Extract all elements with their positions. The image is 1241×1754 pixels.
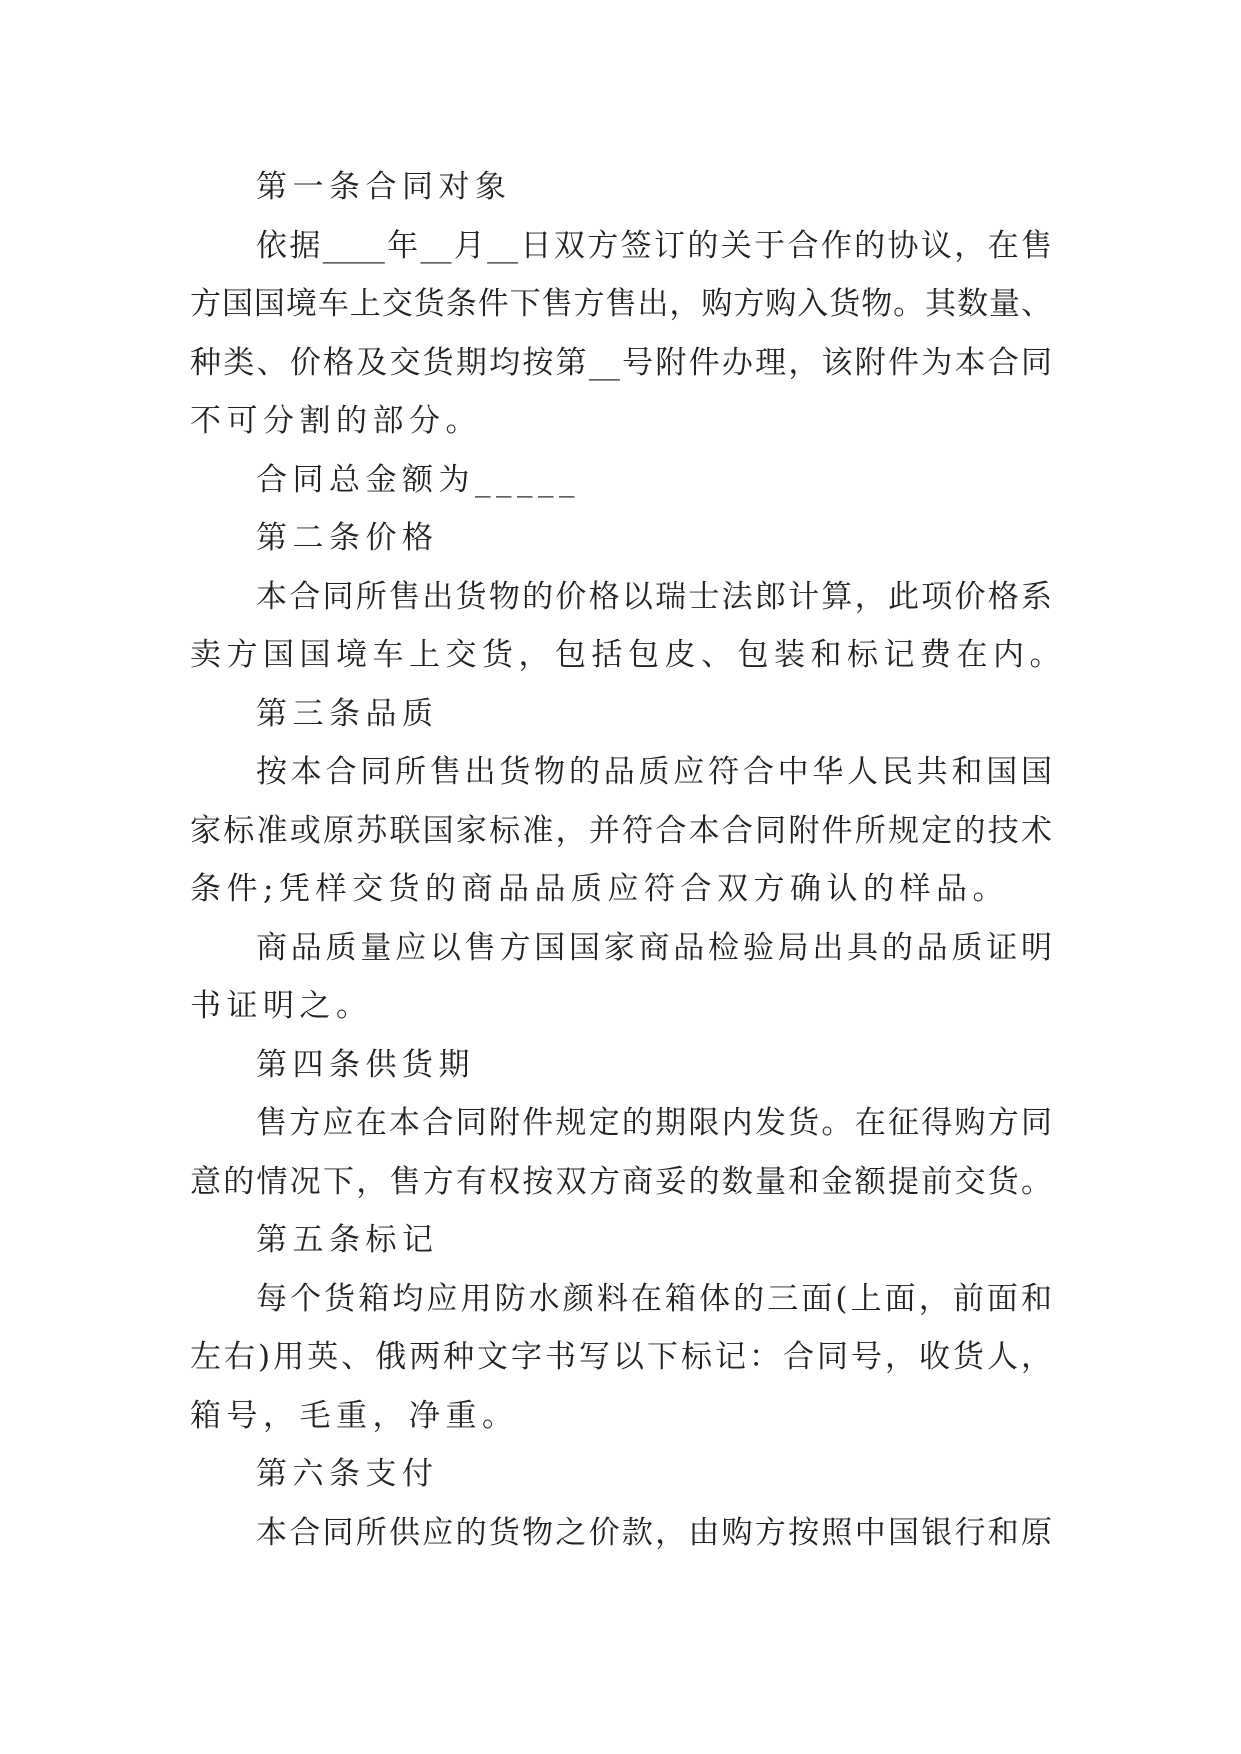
article-1-heading: 第一条合同对象 [256,169,512,205]
paragraph-line: 商品质量应以售方国国家商品检验局出具的品质证明 [256,929,1052,966]
article-5-heading: 第五条标记 [256,1222,439,1258]
paragraph-line: 左右)用英、俄两种文字书写以下标记：合同号，收货人， [190,1339,1052,1375]
paragraph-line: 本合同所供应的货物之价款，由购方按照中国银行和原 [256,1514,1052,1551]
paragraph-line: 合同总金额为_____ [256,461,580,498]
paragraph-line: 意的情况下，售方有权按双方商妥的数量和金额提前交货。 [190,1163,1052,1200]
paragraph-line: 书证明之。 [190,988,373,1024]
paragraph-line: 按本合同所售出货物的品质应符合中华人民共和国国 [256,754,1052,790]
paragraph-line: 方国国境车上交货条件下售方售出，购方购入货物。其数量、 [190,286,1052,322]
article-2-heading: 第二条价格 [256,520,439,556]
article-4-heading: 第四条供货期 [256,1046,475,1083]
paragraph-line: 本合同所售出货物的价格以瑞士法郎计算，此项价格系 [256,578,1052,615]
paragraph-line: 家标准或原苏联国家标准，并符合本合同附件所规定的技术 [190,812,1052,849]
paragraph-line: 每个货箱均应用防水颜料在箱体的三面(上面，前面和 [256,1280,1052,1317]
paragraph-line: 箱号，毛重，净重。 [190,1397,519,1434]
article-3-heading: 第三条品质 [256,695,439,732]
paragraph-line: 不可分割的部分。 [190,403,482,439]
article-6-heading: 第六条支付 [256,1456,439,1492]
paragraph-line: 售方应在本合同附件规定的期限内发货。在征得购方同 [256,1105,1052,1141]
paragraph-line: 卖方国国境车上交货，包括包皮、包装和标记费在内。 [190,637,1066,673]
paragraph-line: 条件;凭样交货的商品品质应符合双方确认的样品。 [190,871,1009,907]
paragraph-line: 依据____年__月__日双方签订的关于合作的协议，在售 [256,227,1052,264]
document-page [190,158,1066,1562]
paragraph-line: 种类、价格及交货期均按第__号附件办理，该附件为本合同 [190,344,1052,381]
